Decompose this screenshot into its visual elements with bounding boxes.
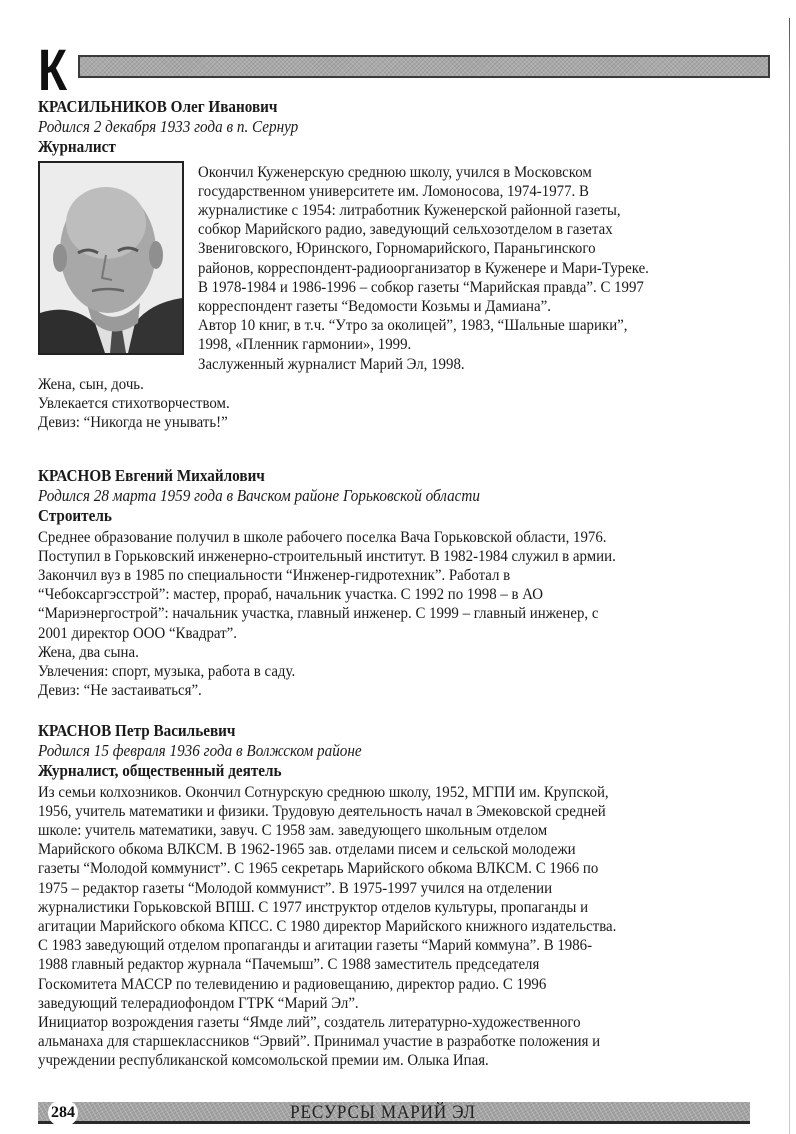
bio-line: Инициатор возрождения газеты “Ямде лий”, создатель литературно-художественного	[38, 1014, 581, 1032]
entry-surname: КРАСНОВ	[38, 466, 112, 485]
entry-given-names: Олег Иванович	[170, 97, 278, 116]
bio-line: Закончил вуз в 1985 по специальности “Инженер-гидротехник”. Работал в	[38, 567, 511, 585]
bio-line: собкор Марийского радио, заведующий сельхозотделом в газетах	[198, 221, 613, 239]
bio-line: Звениговского, Юринского, Горномарийского, Параньгинского	[198, 240, 596, 258]
bio-line: Автор 10 книг, в т.ч. “Утро за околицей”, 1983, “Шальные шарики”,	[198, 317, 628, 335]
bio-line: государственном университете им. Ломоносова, 1974-1977. В	[198, 182, 589, 200]
entry-biography-text	[38, 528, 768, 701]
entry-biography-text	[198, 163, 768, 374]
section-header-bar	[78, 55, 770, 78]
bio-line: Заслуженный журналист Марий Эл, 1998.	[198, 355, 465, 373]
footer-title: РЕСУРСЫ МАРИЙ ЭЛ	[290, 1102, 476, 1123]
bio-line: учреждении республиканской комсомольской премии им. Олыка Ипая.	[38, 1052, 489, 1070]
entry-birth: Родился 2 декабря 1933 года в п. Сернур	[38, 117, 299, 137]
biography-entry-krasnov-evgeny	[38, 466, 768, 700]
entry-profession: Журналист, общественный деятель	[38, 761, 282, 781]
personal-line: Жена, сын, дочь.	[38, 375, 144, 393]
biography-entry-krasnov-petr	[38, 721, 768, 1071]
bio-line: журналистике с 1954: литработник Куженерской районной газеты,	[198, 202, 621, 220]
bio-line: Среднее образование получил в школе рабочего поселка Вача Горьковской области, 1976.	[38, 528, 607, 546]
entry-name	[38, 97, 710, 116]
bio-line: Девиз: “Не застаиваться”.	[38, 682, 202, 700]
bio-line: Окончил Куженерскую среднюю школу, учился в Московском	[198, 163, 592, 181]
bio-line: С 1983 заведующий отделом пропаганды и агитации газеты “Марий коммуна”. В 1986-	[38, 937, 593, 955]
entry-profession: Журналист	[38, 137, 116, 157]
page-footer	[38, 1100, 750, 1126]
personal-line: Девиз: “Никогда не унывать!”	[38, 414, 228, 432]
bio-line: заведующий телерадиофондом ГТРК “Марий Эл”.	[38, 994, 359, 1012]
bio-line: 1975 – редактор газеты “Молодой коммунист”. В 1975-1997 учился на отделении	[38, 879, 553, 897]
bio-line: 1998, «Пленник гармонии», 1999.	[198, 336, 412, 354]
entry-name	[38, 721, 710, 740]
bio-line: агитации Марийского обкома КПСС. С 1980 директор Марийского книжного издательства.	[38, 918, 617, 936]
bio-line: Поступил в Горьковский инженерно-строительный институт. В 1982-1984 служил в армии.	[38, 547, 616, 565]
bio-line: корреспондент газеты “Ведомости Козьмы и Дамиана”.	[198, 298, 551, 316]
bio-line: журналистики Горьковской ВПШ. С 1977 инструктор отделов культуры, пропаганды и	[38, 898, 589, 916]
entry-name	[38, 466, 710, 485]
page-edge-line	[789, 18, 790, 1134]
section-letter: К	[38, 38, 68, 103]
biography-entry-krasilnikov	[38, 97, 768, 432]
page-number: 284	[48, 1100, 78, 1126]
bio-line: газеты “Молодой коммунист”. С 1965 секретарь Марийского обкома ВЛКСМ. С 1966 по	[38, 860, 599, 878]
bio-line: В 1978-1984 и 1986-1996 – собкор газеты “Марийская правда”. С 1997	[198, 278, 644, 296]
entry-personal-text	[38, 375, 244, 433]
bio-line: Марийского обкома ВЛКСМ. В 1962-1965 зав. отделами писем и сельской молодежи	[38, 841, 576, 859]
entry-surname: КРАСНОВ	[38, 721, 112, 740]
personal-line: Увлекается стихотворчеством.	[38, 394, 230, 412]
bio-line: районов, корреспондент-радиоорганизатор в Куженере и Мари-Туреке.	[198, 259, 649, 277]
bio-line: Увлечения: спорт, музыка, работа в саду.	[38, 663, 296, 681]
entry-given-names: Петр Васильевич	[115, 721, 236, 740]
portrait-photo	[38, 161, 184, 355]
bio-line: 1988 главный редактор журнала “Пачемыш”. С 1988 заместитель председателя	[38, 956, 540, 974]
entry-profession: Строитель	[38, 506, 112, 526]
entry-surname: КРАСИЛЬНИКОВ	[38, 97, 167, 116]
bio-line: 1956, учитель математики и физики. Трудовую деятельность начал в Эмековской средней	[38, 802, 606, 820]
entry-birth: Родился 15 февраля 1936 года в Волжском районе	[38, 741, 362, 761]
section-header	[38, 38, 778, 103]
portrait-image	[40, 163, 182, 353]
bio-line: Из семьи колхозников. Окончил Сотнурскую среднюю школу, 1952, МГПИ им. Крупской,	[38, 783, 609, 801]
bio-line: “Чебоксаргэсстрой”: мастер, прораб, начальник участка. С 1992 по 1998 – в АО	[38, 586, 544, 604]
bio-line: 2001 директор ООО “Квадрат”.	[38, 624, 237, 642]
bio-line: Госкомитета МАССР по телевидению и радиовещанию, директор радио. С 1996	[38, 975, 547, 993]
entry-given-names: Евгений Михайлович	[115, 466, 265, 485]
bio-line: альманаха для старшеклассников “Эрвий”. Принимал участие в разработке положения и	[38, 1033, 601, 1051]
bio-line: “Мариэнергострой”: начальник участка, главный инженер. С 1999 – главный инженер, с	[38, 605, 599, 623]
bio-line: школе: учитель математики, завуч. С 1958 зам. заведующего школьным отделом	[38, 822, 548, 840]
entry-birth: Родился 28 марта 1959 года в Вачском районе Горьковской области	[38, 486, 480, 506]
bio-line: Жена, два сына.	[38, 643, 139, 661]
entry-biography-text	[38, 783, 768, 1071]
